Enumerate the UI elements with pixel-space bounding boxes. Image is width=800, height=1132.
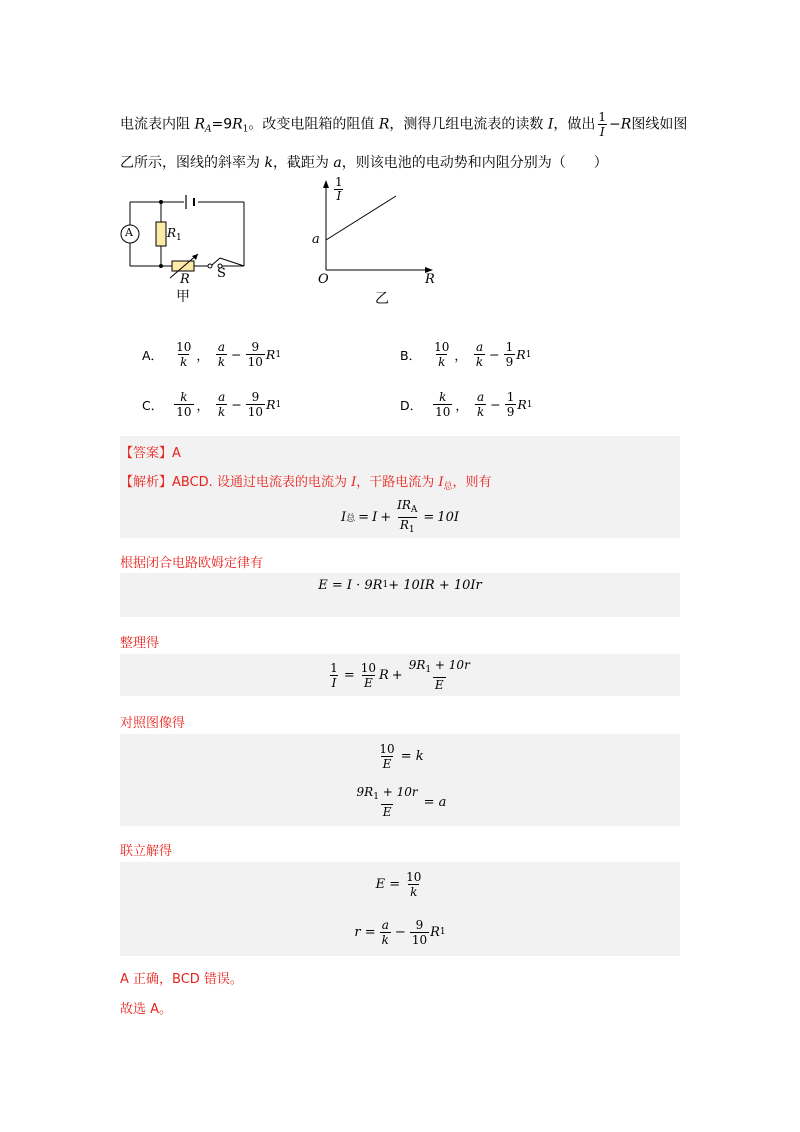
- step-kirchhoff: 根据闭合电路欧姆定律有: [120, 556, 264, 571]
- r1-label: $R_1$: [167, 226, 182, 243]
- question-line-2: 乙所示，图线的斜率为 k，截距为 a，则该电池的电动势和内阻分别为（ ）: [120, 155, 608, 171]
- equation-intercept: $\frac{9R_1 + 10r}{E}$ = a: [356, 785, 447, 819]
- option-a[interactable]: A． $\frac{10}{k}$ ， $\frac{a}{k}$ − $\frac{9}{10}$ R 1: [142, 340, 282, 369]
- resistor-r1: [156, 222, 166, 246]
- step-solve: 联立解得: [120, 844, 173, 859]
- option-b[interactable]: B． $\frac{10}{k}$ ， $\frac{a}{k}$ − $\frac{1}{9}$ R 1: [400, 340, 532, 369]
- r-label: R: [180, 272, 190, 287]
- step-rearrange: 整理得: [120, 636, 160, 651]
- analysis-line: 【解析】ABCD. 设通过电流表的电流为 I，干路电流为 $I_总$，则有: [120, 475, 492, 492]
- y-axis-label: $\frac{1}{I}$: [335, 175, 343, 203]
- question-line-1: 电流表内阻 $R_A=9R_1$。改变电阻箱的阻值 R，测得几组电流表的读数 I，做出 $\frac{1}{I}$ −R图线如图: [120, 110, 688, 139]
- equation-linear-form: $\frac{1}{I}$ = $\frac{10}{E}$ R + $\frac{9R_1 + 10r}{E}$: [330, 658, 470, 692]
- conclusion-line: A 正确，BCD 错误。: [120, 972, 243, 987]
- equation-emf-result: E = $\frac{10}{k}$: [375, 869, 422, 899]
- switch-label: S: [217, 266, 226, 281]
- equation-internal-resistance-result: r = $\frac{a}{k}$ − $\frac{9}{10}$ R 1: [354, 917, 446, 947]
- equation-slope: $\frac{10}{E}$ = k: [379, 741, 424, 771]
- graph-yi: [310, 176, 440, 282]
- equation-ohm-law: E = I · 9R 1 + 10IR + 10Ir: [318, 577, 482, 593]
- caption-yi: 乙: [375, 291, 389, 307]
- origin-label: O: [318, 272, 329, 287]
- variable-resistor: [172, 261, 194, 271]
- intercept-label: a: [312, 232, 320, 247]
- ammeter-label: A: [125, 226, 133, 239]
- option-d[interactable]: D． $\frac{k}{10}$ ， $\frac{a}{k}$ − $\frac{1}{9}$ R 1: [400, 390, 533, 419]
- step-compare: 对照图像得: [120, 716, 186, 731]
- switch-icon: [208, 264, 212, 268]
- option-c[interactable]: C． $\frac{k}{10}$ ， $\frac{a}{k}$ − $\frac{9}{10}$ R 1: [142, 390, 282, 419]
- equation-total-current: I 总 = I + $\frac{IR_A}{R_1}$ = 10I: [341, 497, 459, 535]
- final-answer-line: 故选 A。: [120, 1002, 173, 1017]
- x-axis-label: R: [425, 272, 435, 287]
- one-over-i-fraction: $\frac{1}{I}$: [598, 110, 607, 139]
- caption-jia: 甲: [176, 289, 190, 305]
- answer-line: 【答案】A: [120, 446, 181, 461]
